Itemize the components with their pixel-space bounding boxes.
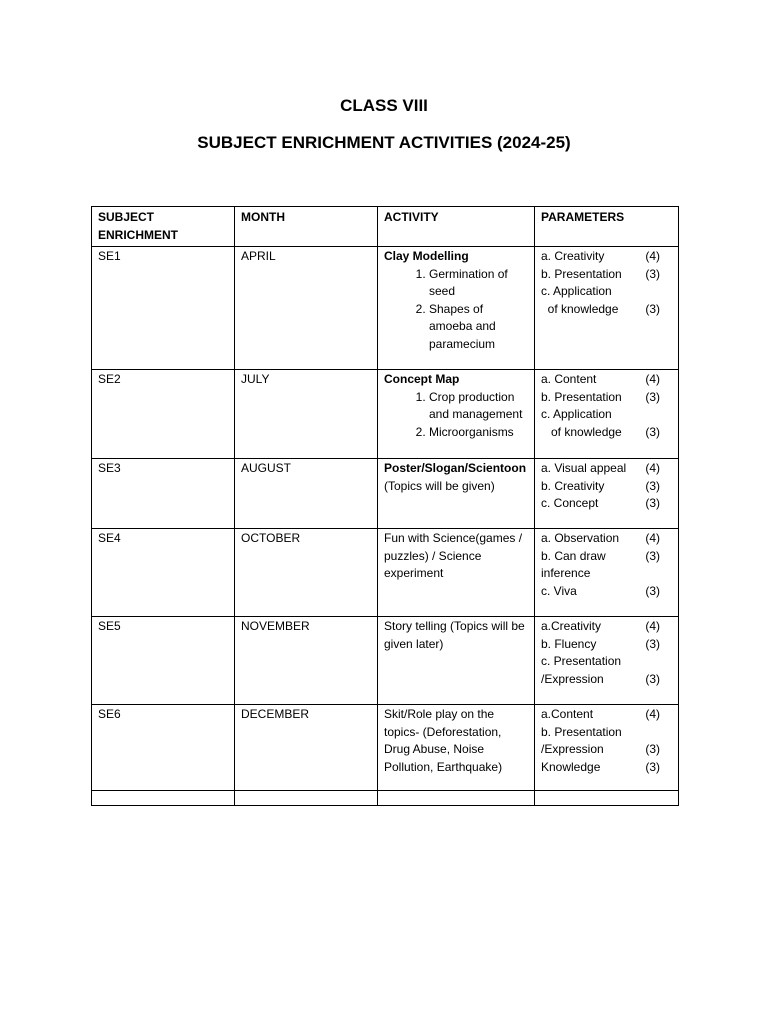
- parameters-cell: [535, 370, 679, 459]
- parameter-label: /Expression: [541, 671, 604, 686]
- parameter-label: b. Creativity: [541, 478, 605, 493]
- parameter-line: [541, 724, 672, 742]
- month: APRIL: [235, 247, 378, 370]
- parameter-line: [541, 671, 672, 689]
- parameter-score: (3): [645, 671, 660, 686]
- parameter-label: b. Presentation: [541, 389, 622, 404]
- activity-list: [384, 389, 528, 442]
- enrichment-table: [91, 206, 679, 806]
- parameter-line: [541, 653, 672, 671]
- activity-item: 2. Microorganisms: [429, 424, 528, 442]
- table-row: [92, 617, 679, 705]
- parameter-line: [541, 478, 672, 496]
- parameter-line: [541, 706, 672, 724]
- month: DECEMBER: [235, 705, 378, 791]
- parameter-line: [541, 283, 672, 301]
- parameter-score: (3): [645, 742, 660, 756]
- parameter-line: [541, 495, 672, 513]
- parameter-score: (3): [645, 424, 660, 439]
- activity-text: (Topics will be given): [384, 478, 495, 493]
- parameter-line: [541, 636, 672, 654]
- parameter-line: [541, 301, 672, 319]
- parameter-label: b. Presentation: [541, 266, 622, 281]
- parameter-label: c. Application: [541, 407, 612, 421]
- empty-cell: [378, 791, 535, 806]
- month: AUGUST: [235, 459, 378, 529]
- parameter-label: /Expression: [541, 742, 604, 756]
- parameter-line: [541, 565, 672, 583]
- parameter-line: [541, 406, 672, 424]
- table-header-row: [92, 207, 679, 247]
- header-subject-enrichment: SUBJECT ENRICHMENT: [92, 207, 235, 247]
- parameter-score: (3): [645, 478, 660, 493]
- parameter-label: a. Observation: [541, 531, 620, 545]
- se-code: SE3: [92, 459, 235, 529]
- parameter-score: [660, 724, 672, 742]
- month: NOVEMBER: [235, 617, 378, 705]
- parameter-line: [541, 583, 672, 601]
- parameter-label: Knowledge: [541, 759, 601, 774]
- parameter-score: (4): [645, 249, 660, 263]
- parameter-label: inference: [541, 566, 591, 580]
- table-row: [92, 529, 679, 617]
- parameter-label: a. Visual appeal: [541, 461, 627, 475]
- empty-cell: [235, 791, 378, 806]
- table-row: [92, 247, 679, 370]
- parameter-label: a. Content: [541, 372, 597, 386]
- parameter-line: [541, 424, 672, 442]
- activity-item: 2. Shapes of amoeba and paramecium: [429, 301, 528, 354]
- parameter-score: (4): [645, 461, 660, 475]
- se-code: SE1: [92, 247, 235, 370]
- table-row: [92, 459, 679, 529]
- parameter-line: [541, 371, 672, 389]
- parameter-line: [541, 548, 672, 566]
- parameter-score: (3): [645, 266, 660, 281]
- parameter-label: of knowledge: [541, 301, 619, 316]
- parameter-score: (3): [645, 636, 660, 651]
- activity-title: Clay Modelling: [384, 249, 469, 263]
- activity-text: Story telling (Topics will be given later): [384, 619, 525, 651]
- parameter-score: (3): [645, 389, 660, 404]
- parameter-label: a.Content: [541, 707, 594, 721]
- header-month: MONTH: [235, 207, 378, 247]
- parameter-score: (4): [645, 619, 660, 633]
- parameter-line: [541, 389, 672, 407]
- parameter-score: (4): [645, 707, 660, 721]
- parameters-cell: [535, 459, 679, 529]
- activity-cell: [378, 370, 535, 459]
- parameter-score: (3): [645, 301, 660, 316]
- activity-item: 1. Crop production and management: [429, 389, 528, 424]
- se-code: SE6: [92, 705, 235, 791]
- parameter-score: (3): [645, 496, 660, 510]
- parameter-label: a.Creativity: [541, 619, 602, 633]
- parameter-line: [541, 266, 672, 284]
- parameter-label: a. Creativity: [541, 249, 605, 263]
- document-title: SUBJECT ENRICHMENT ACTIVITIES (2024-25): [197, 133, 571, 152]
- table-row: [92, 705, 679, 791]
- activity-title: Poster/Slogan/Scientoon: [384, 461, 527, 475]
- activity-title: Concept Map: [384, 372, 460, 386]
- activity-item: 1. Germination of seed: [429, 266, 528, 301]
- parameter-label: c. Concept: [541, 496, 599, 510]
- parameter-label: c. Presentation: [541, 654, 622, 668]
- activity-cell: [378, 705, 535, 791]
- parameters-cell: [535, 529, 679, 617]
- parameter-score: (4): [645, 372, 660, 386]
- parameters-cell: [535, 247, 679, 370]
- parameters-cell: [535, 705, 679, 791]
- parameter-line: [541, 530, 672, 548]
- parameter-label: b. Fluency: [541, 636, 597, 651]
- activity-text: Skit/Role play on the topics- (Deforestation, Drug Abuse, Noise Pollution, Earthquake): [384, 707, 503, 774]
- se-code: SE4: [92, 529, 235, 617]
- parameters-cell: [535, 617, 679, 705]
- activity-text: Fun with Science(games / puzzles) / Science experiment: [384, 531, 523, 580]
- header-parameters: PARAMETERS: [535, 207, 679, 247]
- parameter-score: [660, 565, 672, 583]
- activity-cell: [378, 529, 535, 617]
- parameter-score: (4): [645, 531, 660, 545]
- activity-list: [384, 266, 528, 354]
- month: JULY: [235, 370, 378, 459]
- class-title: CLASS VIII: [340, 96, 428, 115]
- header-activity: ACTIVITY: [378, 207, 535, 247]
- parameter-score: (3): [645, 548, 660, 563]
- parameter-label: c. Viva: [541, 583, 577, 598]
- parameter-score: [660, 406, 672, 424]
- month: OCTOBER: [235, 529, 378, 617]
- parameter-line: [541, 460, 672, 478]
- parameter-label: b. Can draw: [541, 548, 606, 563]
- se-code: SE2: [92, 370, 235, 459]
- parameter-label: b. Presentation: [541, 724, 622, 739]
- parameter-line: [541, 759, 672, 777]
- parameter-line: [541, 248, 672, 266]
- parameter-score: (3): [645, 583, 660, 598]
- empty-table-row: [92, 791, 679, 806]
- parameter-label: c. Application: [541, 284, 612, 298]
- parameter-score: (3): [645, 759, 660, 774]
- parameter-label: of knowledge: [541, 424, 622, 439]
- empty-cell: [535, 791, 679, 806]
- empty-cell: [92, 791, 235, 806]
- table-row: [92, 370, 679, 459]
- activity-cell: [378, 247, 535, 370]
- activity-cell: [378, 459, 535, 529]
- parameter-score: [660, 653, 672, 671]
- activity-cell: [378, 617, 535, 705]
- parameter-line: [541, 618, 672, 636]
- parameter-line: [541, 741, 672, 759]
- parameter-score: [660, 283, 672, 301]
- se-code: SE5: [92, 617, 235, 705]
